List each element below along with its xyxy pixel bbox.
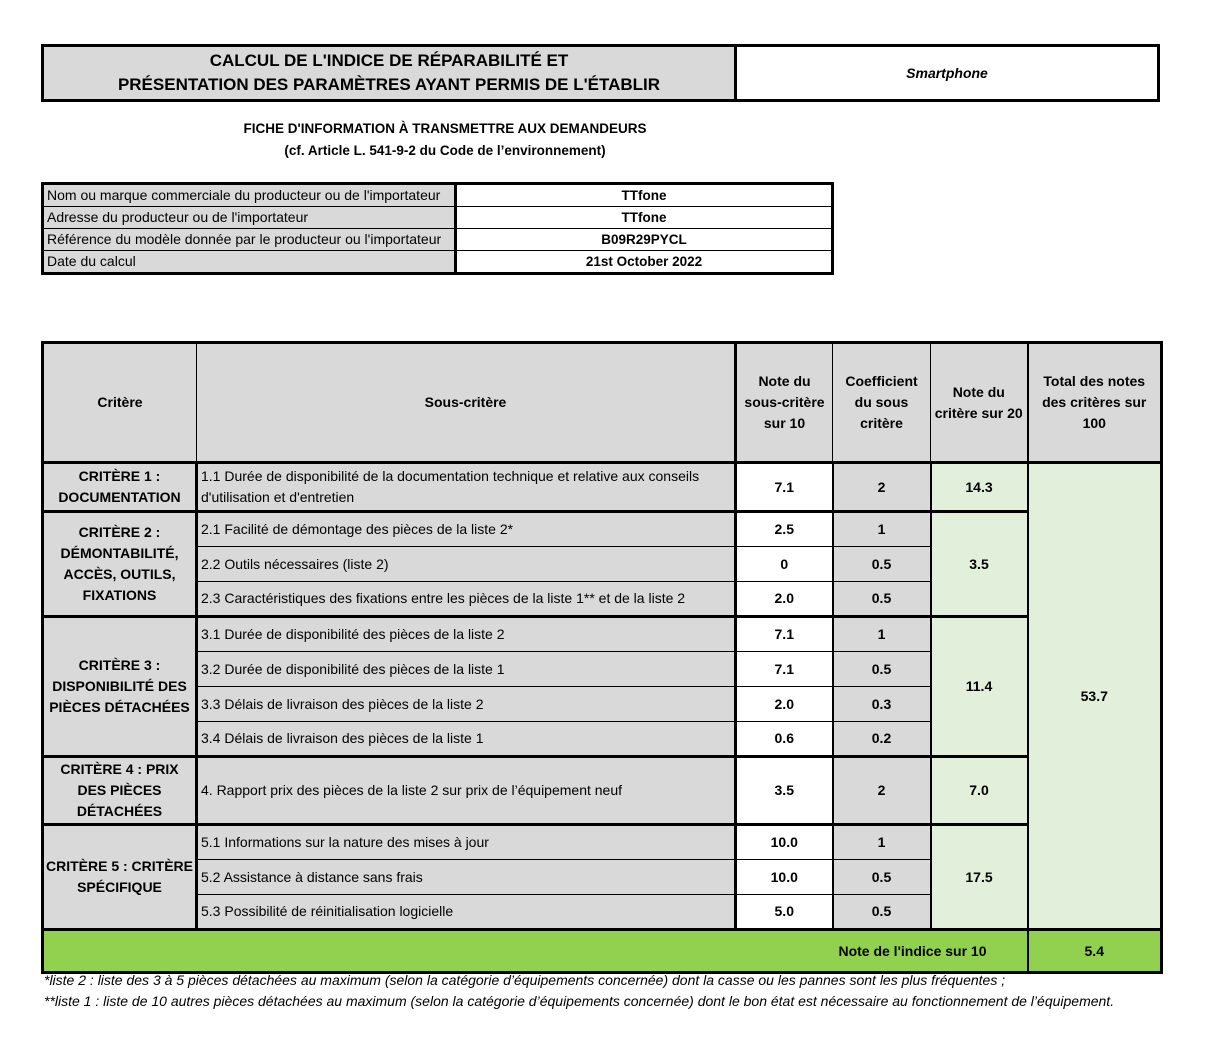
subcriterion-label: 2.1 Facilité de démontage des pièces de la liste 2*: [197, 512, 736, 547]
producer-info-table: [41, 182, 834, 275]
fiche-line-1: FICHE D'INFORMATION À TRANSMETTRE AUX DEMANDEURS: [243, 121, 647, 136]
repairability-table: [41, 341, 1163, 974]
subcriterion-label: 2.3 Caractéristiques des fixations entre les pièces de la liste 1** et de la liste 2: [197, 582, 736, 617]
subcriterion-note: 2.0: [736, 687, 833, 722]
footnote-liste-1: **liste 1 : liste de 10 autres pièces détachées au maximum (selon la catégorie d’équipements concernée) dont le bon état est nécessaire au fonctionnement de l’équipement.: [44, 993, 1115, 1009]
criterion-2-name: CRITÈRE 2 : DÉMONTABILITÉ, ACCÈS, OUTILS, FIXATIONS: [43, 512, 197, 617]
criterion-2-score: 3.5: [931, 512, 1028, 617]
info-label: Référence du modèle donnée par le producteur ou l'importateur: [43, 229, 456, 251]
document-title: [41, 44, 737, 102]
subcriterion-label: 3.4 Délais de livraison des pièces de la liste 1: [197, 722, 736, 757]
subcriterion-label: 5.2 Assistance à distance sans frais: [197, 860, 736, 895]
final-score-label: Note de l'indice sur 10: [43, 930, 1028, 973]
subcriterion-coef: 0.5: [833, 652, 931, 687]
footnotes: [44, 970, 1164, 1012]
criterion-4-score: 7.0: [931, 757, 1028, 825]
fiche-heading: [150, 118, 740, 162]
subcriterion-coef: 1: [833, 512, 931, 547]
subcriterion-note: 7.1: [736, 617, 833, 652]
criterion-1-name: CRITÈRE 1 : DOCUMENTATION: [43, 463, 197, 512]
info-value: 21st October 2022: [456, 251, 833, 274]
info-value: B09R29PYCL: [456, 229, 833, 251]
criterion-5-score: 17.5: [931, 825, 1028, 930]
subcriterion-coef: 0.3: [833, 687, 931, 722]
info-label: Adresse du producteur ou de l'importateur: [43, 207, 456, 229]
product-category: Smartphone: [734, 44, 1160, 102]
subcriterion-coef: 2: [833, 463, 931, 512]
final-score-row: [43, 930, 1162, 973]
subcriterion-label: 2.2 Outils nécessaires (liste 2): [197, 547, 736, 582]
info-label: Nom ou marque commerciale du producteur ou de l'importateur: [43, 184, 456, 207]
subcriterion-note: 2.0: [736, 582, 833, 617]
info-value: TTfone: [456, 184, 833, 207]
header-note-critere: Note du critère sur 20: [931, 343, 1028, 463]
criterion-5-name: CRITÈRE 5 : CRITÈRE SPÉCIFIQUE: [43, 825, 197, 930]
table-row: [43, 757, 1162, 825]
criterion-3-score: 11.4: [931, 617, 1028, 757]
subcriterion-note: 3.5: [736, 757, 833, 825]
subcriterion-label: 1.1 Durée de disponibilité de la documentation technique et relative aux conseils d'utilisation et d'entretien: [197, 463, 736, 512]
header-sous-critere: Sous-critère: [197, 343, 736, 463]
subcriterion-note: 0.6: [736, 722, 833, 757]
header-total: Total des notes des critères sur 100: [1028, 343, 1162, 463]
subcriterion-note: 0: [736, 547, 833, 582]
subcriterion-coef: 0.5: [833, 895, 931, 930]
total-score: 53.7: [1028, 463, 1162, 930]
subcriterion-label: 3.2 Durée de disponibilité des pièces de la liste 1: [197, 652, 736, 687]
criterion-4-name: CRITÈRE 4 : PRIX DES PIÈCES DÉTACHÉES: [43, 757, 197, 825]
info-label: Date du calcul: [43, 251, 456, 274]
table-row: [43, 463, 1162, 512]
fiche-line-2: (cf. Article L. 541-9-2 du Code de l’environnement): [284, 143, 606, 158]
criterion-3-name: CRITÈRE 3 : DISPONIBILITÉ DES PIÈCES DÉTACHÉES: [43, 617, 197, 757]
subcriterion-coef: 2: [833, 757, 931, 825]
subcriterion-label: 5.3 Possibilité de réinitialisation logicielle: [197, 895, 736, 930]
subcriterion-label: 5.1 Informations sur la nature des mises à jour: [197, 825, 736, 860]
subcriterion-note: 7.1: [736, 463, 833, 512]
table-row: [43, 825, 1162, 860]
title-line-2: PRÉSENTATION DES PARAMÈTRES AYANT PERMIS DE L'ÉTABLIR: [117, 75, 661, 94]
title-line-1: CALCUL DE L'INDICE DE RÉPARABILITÉ ET: [209, 51, 569, 70]
subcriterion-note: 10.0: [736, 825, 833, 860]
subcriterion-coef: 1: [833, 825, 931, 860]
table-row: [43, 617, 1162, 652]
final-score-value: 5.4: [1028, 930, 1162, 973]
subcriterion-note: 2.5: [736, 512, 833, 547]
subcriterion-label: 3.3 Délais de livraison des pièces de la liste 2: [197, 687, 736, 722]
header-critere: Critère: [43, 343, 197, 463]
subcriterion-coef: 0.5: [833, 582, 931, 617]
subcriterion-coef: 0.5: [833, 547, 931, 582]
header-note-sous-critere: Note du sous-critère sur 10: [736, 343, 833, 463]
info-row: [43, 229, 833, 251]
header-row: [43, 343, 1162, 463]
subcriterion-label: 3.1 Durée de disponibilité des pièces de la liste 2: [197, 617, 736, 652]
subcriterion-label: 4. Rapport prix des pièces de la liste 2 sur prix de l’équipement neuf: [197, 757, 736, 825]
subcriterion-note: 10.0: [736, 860, 833, 895]
subcriterion-coef: 1: [833, 617, 931, 652]
info-row: [43, 184, 833, 207]
info-value: TTfone: [456, 207, 833, 229]
table-row: [43, 512, 1162, 547]
criterion-1-score: 14.3: [931, 463, 1028, 512]
info-row: [43, 207, 833, 229]
subcriterion-coef: 0.2: [833, 722, 931, 757]
subcriterion-note: 5.0: [736, 895, 833, 930]
subcriterion-coef: 0.5: [833, 860, 931, 895]
footnote-liste-2: *liste 2 : liste des 3 à 5 pièces détachées au maximum (selon la catégorie d’équipements concernée) dont la casse ou les pannes sont les plus fréquentes ;: [44, 972, 1006, 988]
info-row: [43, 251, 833, 274]
subcriterion-note: 7.1: [736, 652, 833, 687]
header-coefficient: Coefficient du sous critère: [833, 343, 931, 463]
